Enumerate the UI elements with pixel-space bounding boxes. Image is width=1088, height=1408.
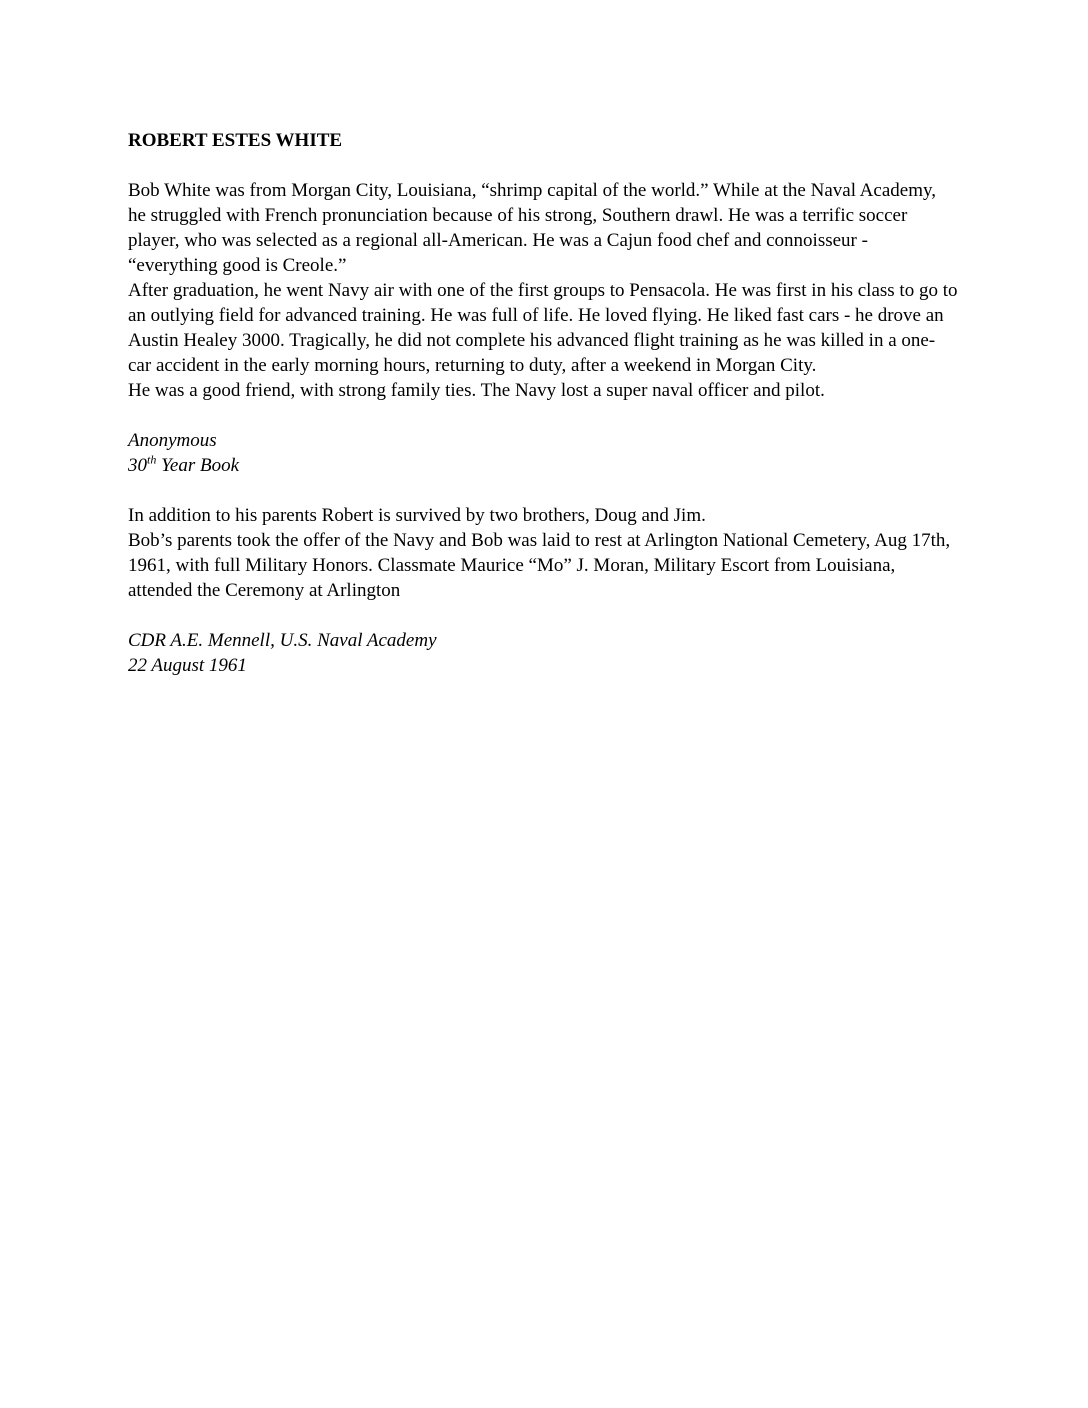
bio-paragraph-2: After graduation, he went Navy air with one of the first groups to Pensacola. He was first in his class to go to an outlying field for advanced training. He was full of life. He loved flying. He liked fast cars - he drove an Austin Healey 3000. Tragically, he did not complete his advanced flight training as he was killed in a one-car accident in the early morning hours, returning to duty, after a weekend in Morgan City. bbox=[128, 280, 958, 376]
attribution-source bbox=[128, 453, 958, 478]
source-suffix: th bbox=[147, 452, 157, 467]
document-page bbox=[128, 128, 958, 703]
attribution-anonymous bbox=[128, 428, 958, 478]
document-title: ROBERT ESTES WHITE bbox=[128, 130, 343, 151]
survivors-paragraph-2: Bob’s parents took the offer of the Navy and Bob was laid to rest at Arlington National Cemetery, Aug 17th, 1961, with full Military Honors. Classmate Maurice “Mo” J. Moran, Military Escort from Louisiana, attended the Ceremony at Arlington bbox=[128, 530, 951, 601]
attribution-mennell bbox=[128, 628, 958, 678]
bio-paragraph-1: Bob White was from Morgan City, Louisiana, “shrimp capital of the world.” While at the Naval Academy, he struggled with French pronunciation because of his strong, Southern drawl. He was a terrific soccer player, who was selected as a regional all-American. He was a Cajun food chef and connoisseur - “everything good is Creole.” bbox=[128, 180, 937, 276]
survivors-section bbox=[128, 503, 958, 603]
bio-paragraph-3: He was a good friend, with strong family ties. The Navy lost a super naval officer and pilot. bbox=[128, 380, 825, 401]
source-rest: Year Book bbox=[156, 455, 240, 476]
attribution-author-2: CDR A.E. Mennell, U.S. Naval Academy bbox=[128, 630, 437, 651]
source-number: 30 bbox=[128, 455, 147, 476]
attribution-author: Anonymous bbox=[128, 430, 217, 451]
biography-section bbox=[128, 178, 958, 403]
attribution-date: 22 August 1961 bbox=[128, 655, 247, 676]
survivors-paragraph-1: In addition to his parents Robert is survived by two brothers, Doug and Jim. bbox=[128, 505, 706, 526]
